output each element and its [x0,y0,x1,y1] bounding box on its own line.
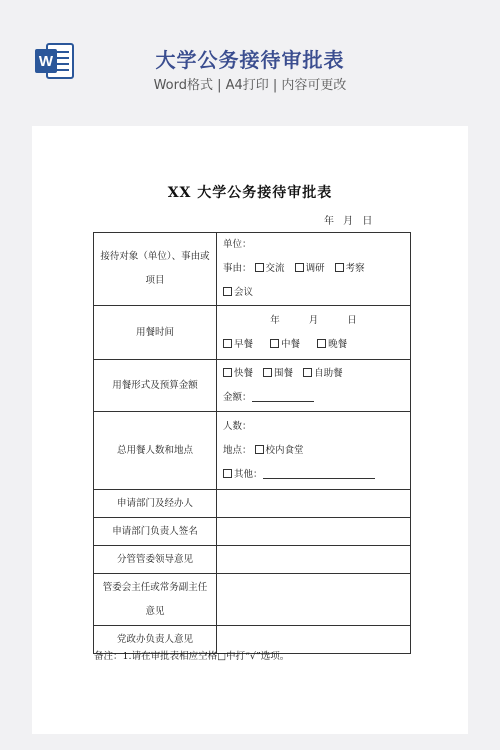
checkbox-icon [255,445,264,454]
checkbox-icon [317,339,326,348]
leader-opinion-cell[interactable] [217,546,411,574]
row-label-department-head-signature: 申请部门负责人签名 [94,518,217,546]
meal-form-cell[interactable] [217,360,411,412]
reason-option[interactable]: 调研 [295,263,325,274]
checkbox-icon [303,368,312,377]
row-label-applicant: 申请部门及经办人 [94,490,217,518]
approval-form-table [93,232,411,654]
meal-form-options [223,362,404,386]
table-row [94,490,411,518]
meal-form-option[interactable]: 快餐 [223,368,253,379]
row-label-leader-opinion: 分管管委领导意见 [94,546,217,574]
svg-text:W: W [38,53,54,70]
checkbox-icon [223,469,232,478]
headcount-field: 人数： [223,420,252,432]
row-label-director-opinion: 管委会主任或常务副主任意见 [94,574,217,626]
meal-form-option[interactable]: 围餐 [263,368,293,379]
checkbox-icon [255,263,264,272]
meal-date: 年 月 日 [270,314,357,326]
table-row [94,360,411,412]
reason-option[interactable]: 考察 [335,263,365,274]
page-title: 大学公务接待审批表 [155,48,345,72]
footnote: 备注：1.请在审批表相应空格□中打“√”选项。 [94,651,290,662]
other-location-blank[interactable] [263,468,375,479]
checkbox-icon [223,339,232,348]
row-label-meal-time: 用餐时间 [94,306,217,360]
page-subtitle: Word格式 | A4打印 | 内容可更改 [153,78,347,93]
meal-time-cell[interactable] [217,306,411,360]
meal-option[interactable]: 晚餐 [317,339,347,350]
checkbox-icon [223,287,232,296]
location-option[interactable]: 校内食堂 [255,445,304,456]
department-head-signature-cell[interactable] [217,518,411,546]
applicant-cell[interactable] [217,490,411,518]
location-option[interactable]: 其他： [223,469,375,480]
table-row [94,546,411,574]
row-label-reception-target: 接待对象（单位）、事由或项目 [94,233,217,306]
meal-option[interactable]: 早餐 [223,339,253,350]
table-row [94,518,411,546]
document-page [32,126,468,734]
document-title: XX 大学公务接待审批表 [167,185,333,201]
meal-option[interactable]: 中餐 [270,339,300,350]
row-label-office-head-opinion: 党政办负责人意见 [94,626,217,654]
table-row [94,574,411,626]
amount-blank[interactable] [252,391,314,402]
header [0,0,500,112]
table-row [94,233,411,306]
row-label-headcount-location: 总用餐人数和地点 [94,412,217,490]
reason-option[interactable]: 会议 [223,287,253,298]
headcount-location-cell[interactable] [217,412,411,490]
checkbox-icon [335,263,344,272]
checkbox-icon [270,339,279,348]
date-line: 年 月 日 [324,216,373,227]
reason-field: 事由： 交流 调研 考察 会议 [223,263,365,298]
checkbox-icon [295,263,304,272]
meal-form-option[interactable]: 自助餐 [303,368,343,379]
row-label-meal-form: 用餐形式及预算金额 [94,360,217,412]
checkbox-icon [263,368,272,377]
location-field: 地点： 校内食堂 其他： [223,439,404,487]
budget-amount-field: 金额： [223,386,404,410]
table-row [94,306,411,360]
unit-field: 单位： [223,239,252,250]
reason-option[interactable]: 交流 [255,263,285,274]
reception-target-cell[interactable] [217,233,411,306]
table-row [94,412,411,490]
director-opinion-cell[interactable] [217,574,411,626]
meal-type-options [223,333,404,357]
checkbox-icon [223,368,232,377]
